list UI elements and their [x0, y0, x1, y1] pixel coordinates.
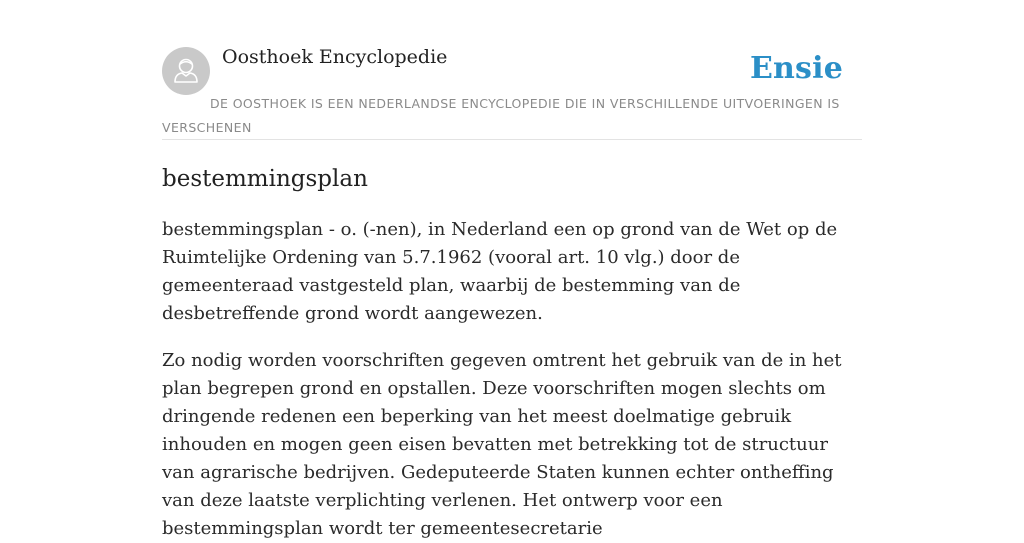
ensie-logo-link[interactable]: Ensie: [749, 51, 843, 86]
article-paragraph: bestemmingsplan - o. (-nen), in Nederland een op grond van de Wet op de Ruimtelijke Ordening van 5.7.1962 (vooral art. 10 vlg.) door de gemeenteraad vastgesteld plan, waarbij de bestemming van de desbetreffende grond wordt aangewezen.: [162, 219, 838, 324]
article-paragraph: Zo nodig worden voorschriften gegeven omtrent het gebruik van de in het plan begrepen grond en opstallen. Deze voorschriften mogen slechts om dringende redenen een beperking van het meest doelmatige gebruik inhouden en mogen geen eisen bevatten met betrekking tot de structuur van agrarische bedrijven. Gedeputeerde Staten kunnen echter ontheffing van deze laatste verplichting verlenen. Het ontwerp voor een bestemmingsplan wordt ter gemeentesecretarie: [162, 350, 842, 539]
avatar[interactable]: [162, 47, 210, 95]
page: [162, 0, 862, 543]
header: [162, 46, 862, 140]
site-tagline: DE OOSTHOEK IS EEN NEDERLANDSE ENCYCLOPEDIE DIE IN VERSCHILLENDE UITVOERINGEN IS VERSCHENEN: [162, 96, 840, 135]
site-title-link[interactable]: Oosthoek Encyclopedie: [222, 46, 448, 68]
article-title: bestemmingsplan: [162, 166, 368, 192]
user-outline-icon: [162, 47, 210, 95]
